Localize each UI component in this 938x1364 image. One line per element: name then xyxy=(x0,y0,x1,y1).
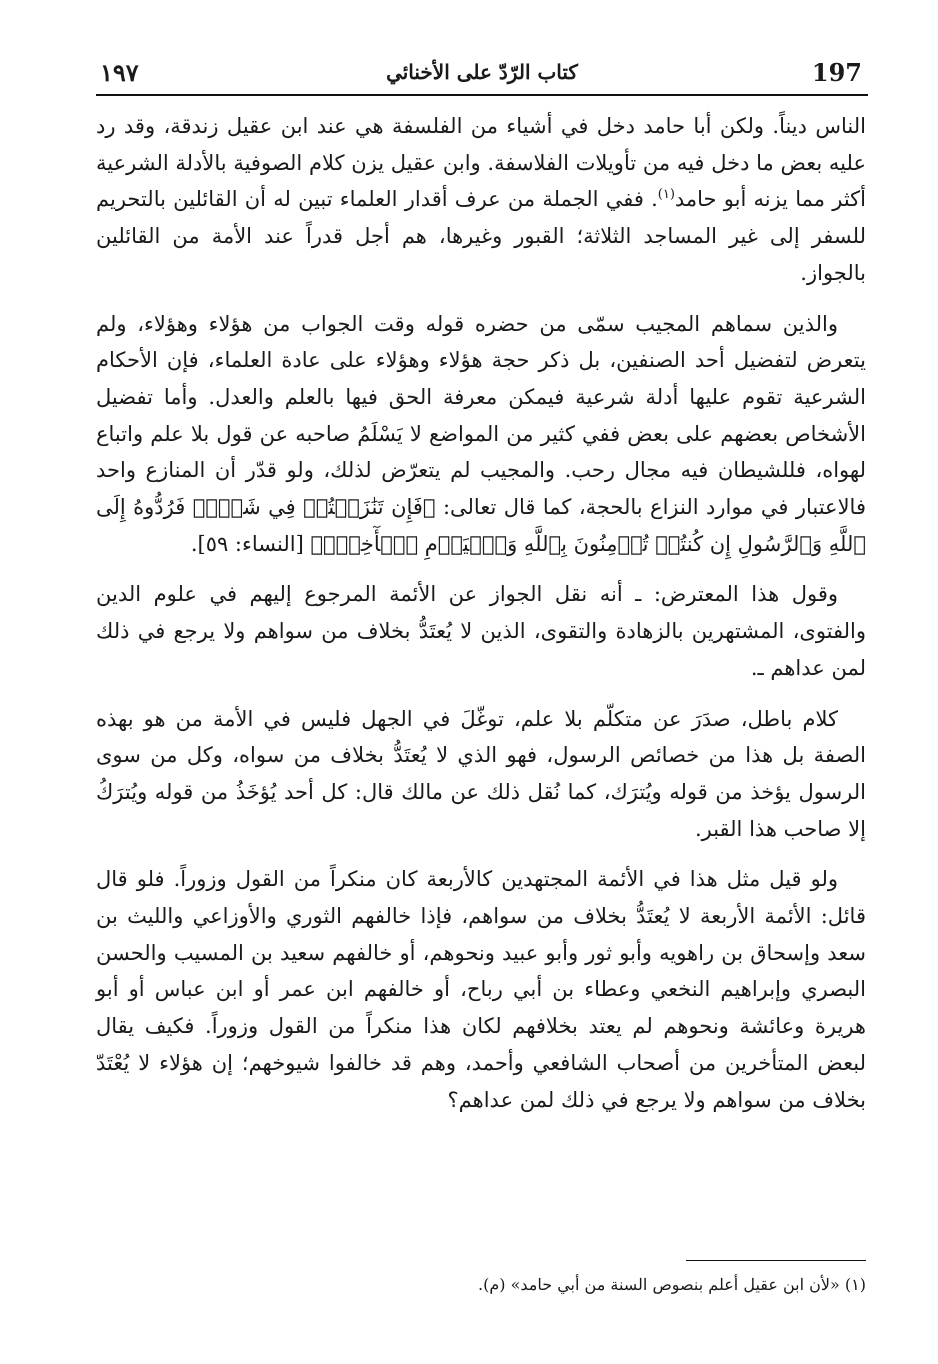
page-header xyxy=(96,54,868,94)
paragraph: والذين سماهم المجيب سمّى من حضره قوله وقت الجواب من هؤلاء وهؤلاء، ولم يتعرض لتفضيل أحد الصنفين، بل ذكر حجة هؤلاء وهؤلاء على عادة العلماء، فإن الأحكام الشرعية تقوم عليها أدلة شرعية فيمكن معرفة الحق فيها بالعلم والعدل. وأما تفضيل الأشخاص بعضهم على بعض ففي كثير من المواضع لا يَسْلَمُ صاحبه عن قول بلا علم واتباع لهواه، فللشيطان فيه مجال رحب. والمجيب لم يتعرّض لذلك، ولو قدّر أن المنازع واحد فالاعتبار في موارد النزاع بالحجة، كما قال تعالى: ﴿فَإِن تَنَٰزَعۡتُمۡ فِي شَيۡءٖ فَرُدُّوهُ إِلَى ٱللَّهِ وَٱلرَّسُولِ إِن كُنتُمۡ تُؤۡمِنُونَ بِٱللَّهِ وَٱلۡيَوۡمِ ٱلۡأٓخِرِۚ﴾ [النساء: ٥٩]. xyxy=(96,311,866,556)
page-number-arabic: ١٩٧ xyxy=(100,58,139,87)
running-title: كتاب الرّدّ على الأخنائي xyxy=(386,60,578,84)
header-rule xyxy=(96,94,868,96)
page-number: 197 xyxy=(811,58,862,87)
paragraph: ولو قيل مثل هذا في الأئمة المجتهدين كالأربعة كان منكراً من القول وزوراً. فلو قال قائل: الأئمة الأربعة لا يُعتَدُّ بخلاف من سواهم، فإذا خالفهم الثوري والأوزاعي والليث بن سعد وإسحاق بن راهويه وأبو ثور وأبو عبيد ونحوهم، أو خالفهم سعيد بن المسيب والحسن البصري وإبراهيم النخعي وعطاء بن أبي رباح، أو خالفهم ابن عمر أو ابن عباس أو أبو هريرة وعائشة ونحوهم لم يعتد بخلافهم لكان هذا منكراً من القول وزوراً. فكيف يقال لبعض المتأخرين من أصحاب الشافعي وأحمد، وهم قد خالفوا شيوخهم؛ إن هؤلاء لا يُعْتَدّ بخلاف من سواهم ولا يرجع في ذلك لمن عداهم؟ xyxy=(96,867,866,1112)
footnote: (١) «لأن ابن عقيل أعلم بنصوص السنة من أبي حامد» (م). xyxy=(478,1275,866,1294)
paragraph xyxy=(96,108,866,292)
body-text xyxy=(96,108,866,1132)
paragraph: كلام باطل، صدَرَ عن متكلّم بلا علم، توغّلَ في الجهل فليس في الأمة من هو بهذه الصفة بل هذا من خصائص الرسول، فهو الذي لا يُعتَدُّ بخلاف من سواه، وكل من سوى الرسول يؤخذ من قوله ويُترَك، كما نُقل ذلك عن مالك قال: كل أحد يُؤخَذُ من قوله ويُترَكُ إلا صاحب هذا القبر. xyxy=(96,706,866,841)
paragraph: وقول هذا المعترض: ـ أنه نقل الجواز عن الأئمة المرجوع إليهم في علوم الدين والفتوى، المشتهرين بالزهادة والتقوى، الذين لا يُعتَدُّ بخلاف من سواهم ولا يرجع في ذلك لمن عداهم ـ. xyxy=(96,582,866,680)
paragraph-text: الناس ديناً. ولكن أبا حامد دخل في أشياء من الفلسفة هي عند ابن عقيل زندقة، وقد رد عليه بعض ما دخل فيه من تأويلات الفلاسفة. وابن عقيل يزن كلام الصوفية بالأدلة الشرعية أكثر مما يزنه أبو حامد xyxy=(96,114,866,212)
footnote-rule xyxy=(686,1260,866,1261)
paragraph-text: . ففي الجملة من عرف أقدار العلماء تبين له أن القائلين بالتحريم للسفر إلى غير المساجد الثلاثة؛ القبور وغيرها، هم أجل قدراً عند الأمة من القائلين بالجواز. xyxy=(96,187,866,285)
footnote-marker: (١) xyxy=(657,187,675,203)
